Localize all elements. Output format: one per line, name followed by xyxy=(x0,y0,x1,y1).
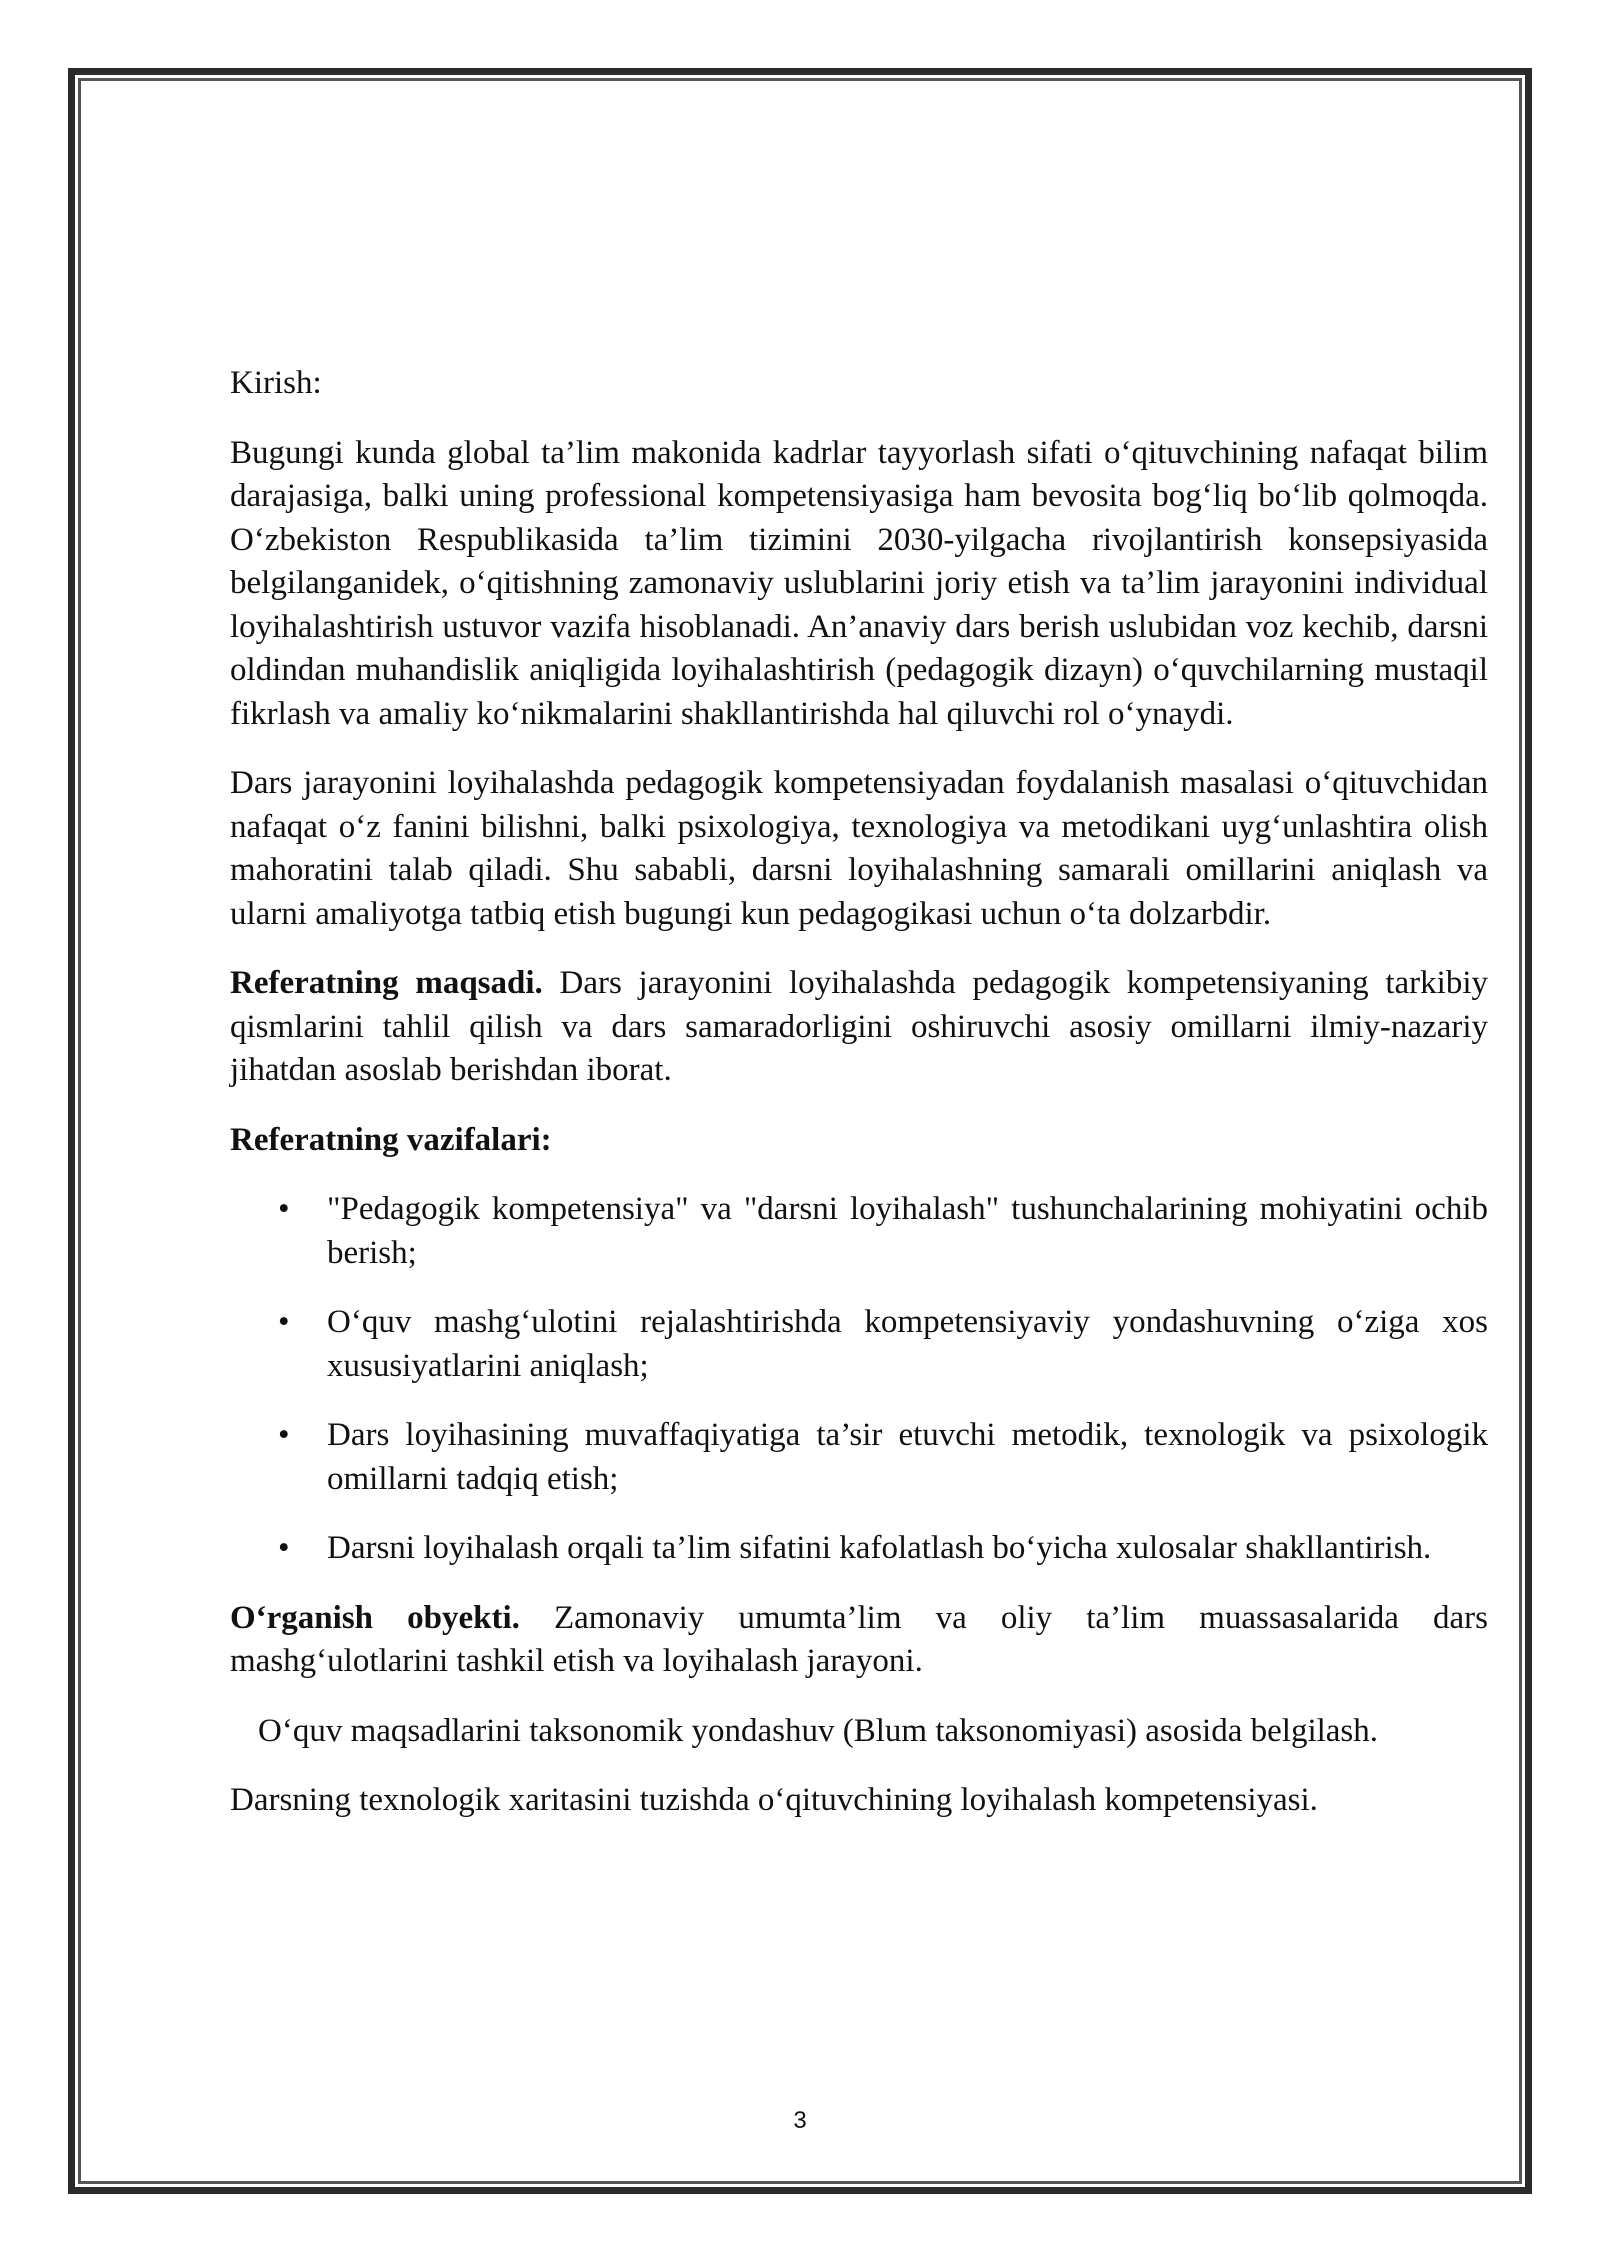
technology-map-paragraph: Darsning texnologik xaritasini tuzishda o‘qituvchining loyihalash kompetensiyasi. xyxy=(230,1782,1318,1818)
tasks-list xyxy=(230,1188,1488,1571)
object-text: Zamonaviy umumta’lim va oliy ta’lim muassasalarida dars mashg‘ulotlarini tashkil etish va loyihalash jarayoni. xyxy=(230,1599,1488,1679)
bullet-icon: • xyxy=(278,1304,290,1340)
task-text: Darsni loyihalash orqali ta’lim sifatini kafolatlash bo‘yicha xulosalar shakllantirish. xyxy=(327,1530,1432,1566)
list-item xyxy=(230,1527,1488,1571)
tasks-heading: Referatning vazifalari: xyxy=(230,1121,552,1158)
object-paragraph xyxy=(230,1597,1488,1684)
object-label: O‘rganish obyekti. xyxy=(230,1599,520,1636)
intro-paragraph-1: Bugungi kunda global ta’lim makonida kadrlar tayyorlash sifati o‘qituvchining nafaqat bilim darajasiga, balki uning professional kompetensiyasiga ham bevosita bog‘liq bo‘lib qolmoqda. O‘zbekiston Respublikasida ta’lim tizimini 2030-yilgacha rivojlantirish konsepsiyasida belgilanganidek, o‘qitishning zamonaviy uslublarini joriy etish va ta’lim jarayonini individual loyihalashtirish ustuvor vazifa hisoblanadi. An’anaviy dars berish uslubidan voz kechib, darsni oldindan muhandislik aniqligida loyihalashtirish (pedagogik dizayn) o‘quvchilarning mustaqil fikrlash va amaliy ko‘nikmalarini shakllantirishda hal qiluvchi rol o‘ynaydi. xyxy=(230,434,1488,732)
intro-heading: Kirish: xyxy=(230,365,322,401)
list-item xyxy=(230,1301,1488,1388)
list-item xyxy=(230,1414,1488,1501)
document-body xyxy=(230,362,1488,1849)
task-text: "Pedagogik kompetensiya" va "darsni loyihalash" tushunchalarining mohiyatini ochib berish; xyxy=(327,1191,1488,1271)
goal-paragraph xyxy=(230,962,1488,1093)
list-item xyxy=(230,1188,1488,1275)
taxonomy-paragraph: O‘quv maqsadlarini taksonomik yondashuv (Blum taksonomiyasi) asosida belgilash. xyxy=(258,1712,1379,1749)
page-number: 3 xyxy=(793,2107,807,2134)
intro-paragraph-2: Dars jarayonini loyihalashda pedagogik kompetensiyadan foydalanish masalasi o‘qituvchidan nafaqat o‘z fanini bilishni, balki psixologiya, texnologiya va metodikani uyg‘unlashtira olish mahoratini talab qiladi. Shu sababli, darsni loyihalashning samarali omillarini aniqlash va ularni amaliyotga tatbiq etish bugungi kun pedagogikasi uchun o‘ta dolzarbdir. xyxy=(230,765,1488,932)
goal-label: Referatning maqsadi. xyxy=(230,965,543,1001)
bullet-icon: • xyxy=(278,1417,290,1453)
bullet-icon: • xyxy=(278,1191,290,1227)
bullet-icon: • xyxy=(278,1530,290,1566)
task-text: Dars loyihasining muvaffaqiyatiga ta’sir etuvchi metodik, texnologik va psixologik omillarni tadqiq etish; xyxy=(327,1417,1488,1497)
task-text: O‘quv mashg‘ulotini rejalashtirishda kompetensiyaviy yondashuvning o‘ziga xos xususiyatlarini aniqlash; xyxy=(327,1304,1488,1384)
goal-text: Dars jarayonini loyihalashda pedagogik kompetensiyaning tarkibiy qismlarini tahlil qilish va dars samaradorligini oshiruvchi asosiy omillarni ilmiy-nazariy jihatdan asoslab berishdan iborat. xyxy=(230,965,1488,1088)
